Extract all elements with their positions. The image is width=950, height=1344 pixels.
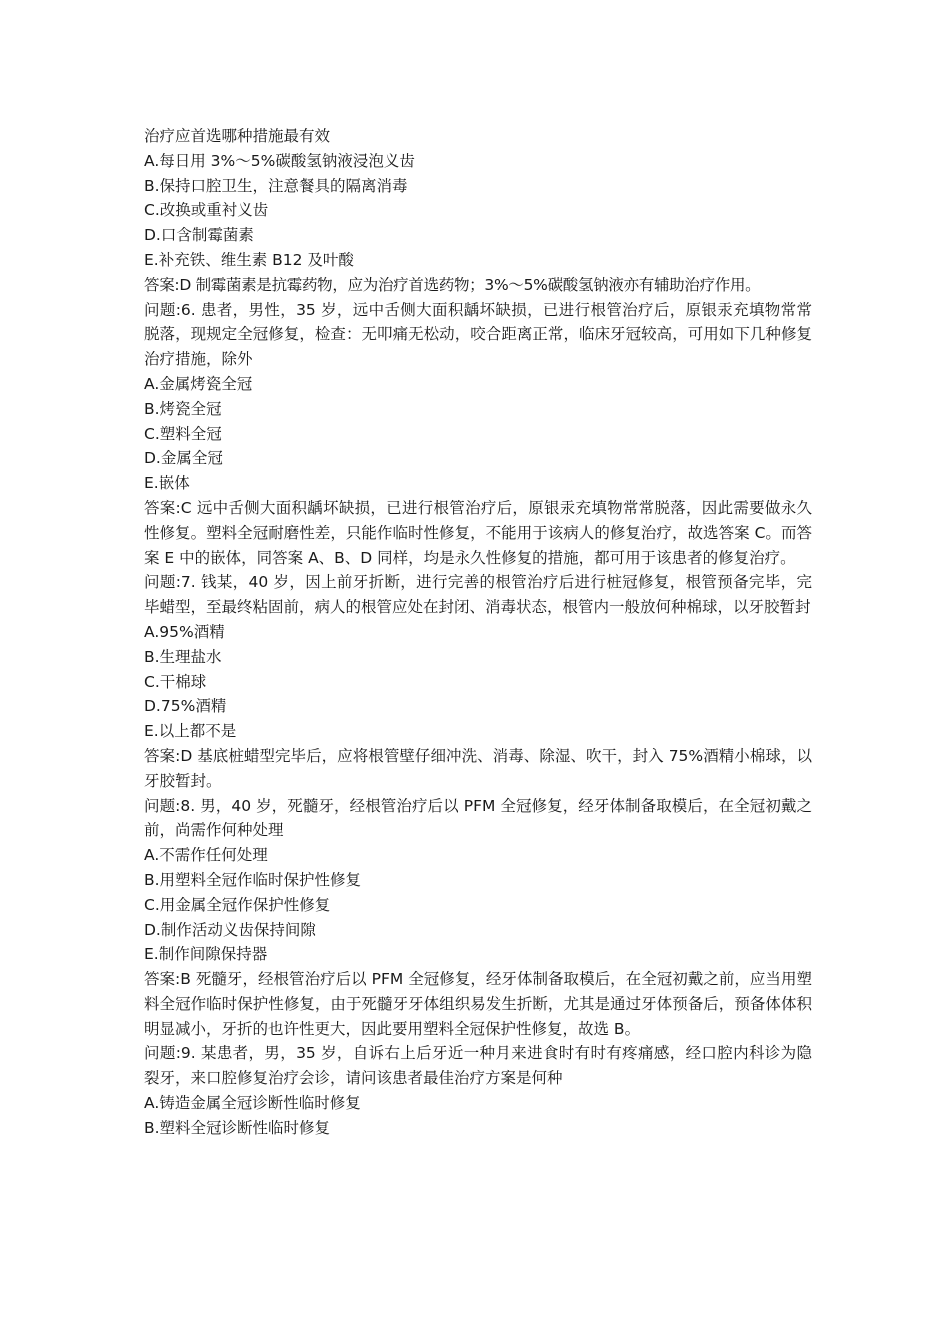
q8-option-c: C.用金属全冠作保护性修复 [144, 895, 331, 914]
question-9: 问题:9. 某患者，男，35 岁，自诉右上后牙近一种月来进食时有时有疼痛感，经口腔内科诊为隐裂牙，来口腔修复治疗会诊，请问该患者最佳治疗方案是何种 [144, 1044, 812, 1088]
q6-option-b: B.烤瓷全冠 [144, 399, 222, 418]
q8-option-b: B.用塑料全冠作临时保护性修复 [144, 870, 362, 889]
q5-option-e: E.补充铁、维生素 B12 及叶酸 [144, 250, 354, 269]
question-5-stem-end: 治疗应首选哪种措施最有效 [144, 127, 331, 145]
q5-option-b: B.保持口腔卫生，注意餐具的隔离消毒 [144, 176, 408, 195]
document-body [144, 124, 812, 1141]
q6-option-d: D.金属全冠 [144, 449, 223, 468]
q5-answer: 答案:D 制霉菌素是抗霉药物，应为治疗首选药物；3%～5%碳酸氢钠液亦有辅助治疗作用。 [144, 275, 761, 294]
q7-option-e: E.以上都不是 [144, 722, 237, 741]
q5-option-d: D.口含制霉菌素 [144, 226, 254, 245]
q6-option-e: E.嵌体 [144, 474, 190, 493]
q7-option-a: A.95%酒精 [144, 622, 225, 641]
q9-option-a: A.铸造金属全冠诊断性临时修复 [144, 1094, 361, 1113]
question-7: 问题:7. 钱某，40 岁，因上前牙折断，进行完善的根管治疗后进行桩冠修复，根管预备完毕，完毕蜡型，至最终粘固前，病人的根管应处在封闭、消毒状态，根管内一般放何种棉球，以牙胶暂封 [144, 573, 812, 617]
question-8: 问题:8. 男，40 岁，死髓牙，经根管治疗后以 PFM 全冠修复，经牙体制备取模后，在全冠初戴之前，尚需作何种处理 [144, 796, 812, 840]
q9-option-b: B.塑料全冠诊断性临时修复 [144, 1118, 331, 1137]
q6-option-a: A.金属烤瓷全冠 [144, 374, 253, 393]
q8-option-a: A.不需作任何处理 [144, 846, 268, 865]
q7-option-b: B.生理盐水 [144, 647, 222, 666]
q5-option-a: A.每日用 3%～5%碳酸氢钠液浸泡义齿 [144, 151, 415, 170]
q8-option-d: D.制作活动义齿保持间隙 [144, 920, 316, 939]
q7-answer: 答案:D 基底桩蜡型完毕后，应将根管壁仔细冲洗、消毒、除湿、吹干，封入 75%酒精小棉球，以牙胶暂封。 [144, 746, 812, 790]
q7-option-c: C.干棉球 [144, 672, 207, 691]
q7-option-d: D.75%酒精 [144, 697, 227, 716]
question-6: 问题:6. 患者，男性，35 岁，远中舌侧大面积龋坏缺损，已进行根管治疗后，原银汞充填物常常脱落，现规定全冠修复，检查：无叩痛无松动，咬合距离正常，临床牙冠较高，可用如下几种修复治疗措施，除外 [144, 300, 812, 369]
q8-option-e: E.制作间隙保持器 [144, 945, 268, 964]
q5-option-c: C.改换或重衬义齿 [144, 201, 269, 220]
q8-answer: 答案:B 死髓牙，经根管治疗后以 PFM 全冠修复，经牙体制备取模后，在全冠初戴之前，应当用塑料全冠作临时保护性修复，由于死髓牙牙体组织易发生折断，尤其是通过牙体预备后，预备体体积明显减小，牙折的也许性更大，因此要用塑料全冠保护性修复，故选 B。 [144, 970, 812, 1038]
q6-option-c: C.塑料全冠 [144, 424, 222, 443]
q6-answer: 答案:C 远中舌侧大面积龋坏缺损，已进行根管治疗后，原银汞充填物常常脱落，因此需要做永久性修复。塑料全冠耐磨性差，只能作临时性修复，不能用于该病人的修复治疗，故选答案 C。而答案 E 中的嵌体，同答案 A、B、D 同样，均是永久性修复的措施，都可用于该患者的修复治疗。 [144, 498, 812, 567]
